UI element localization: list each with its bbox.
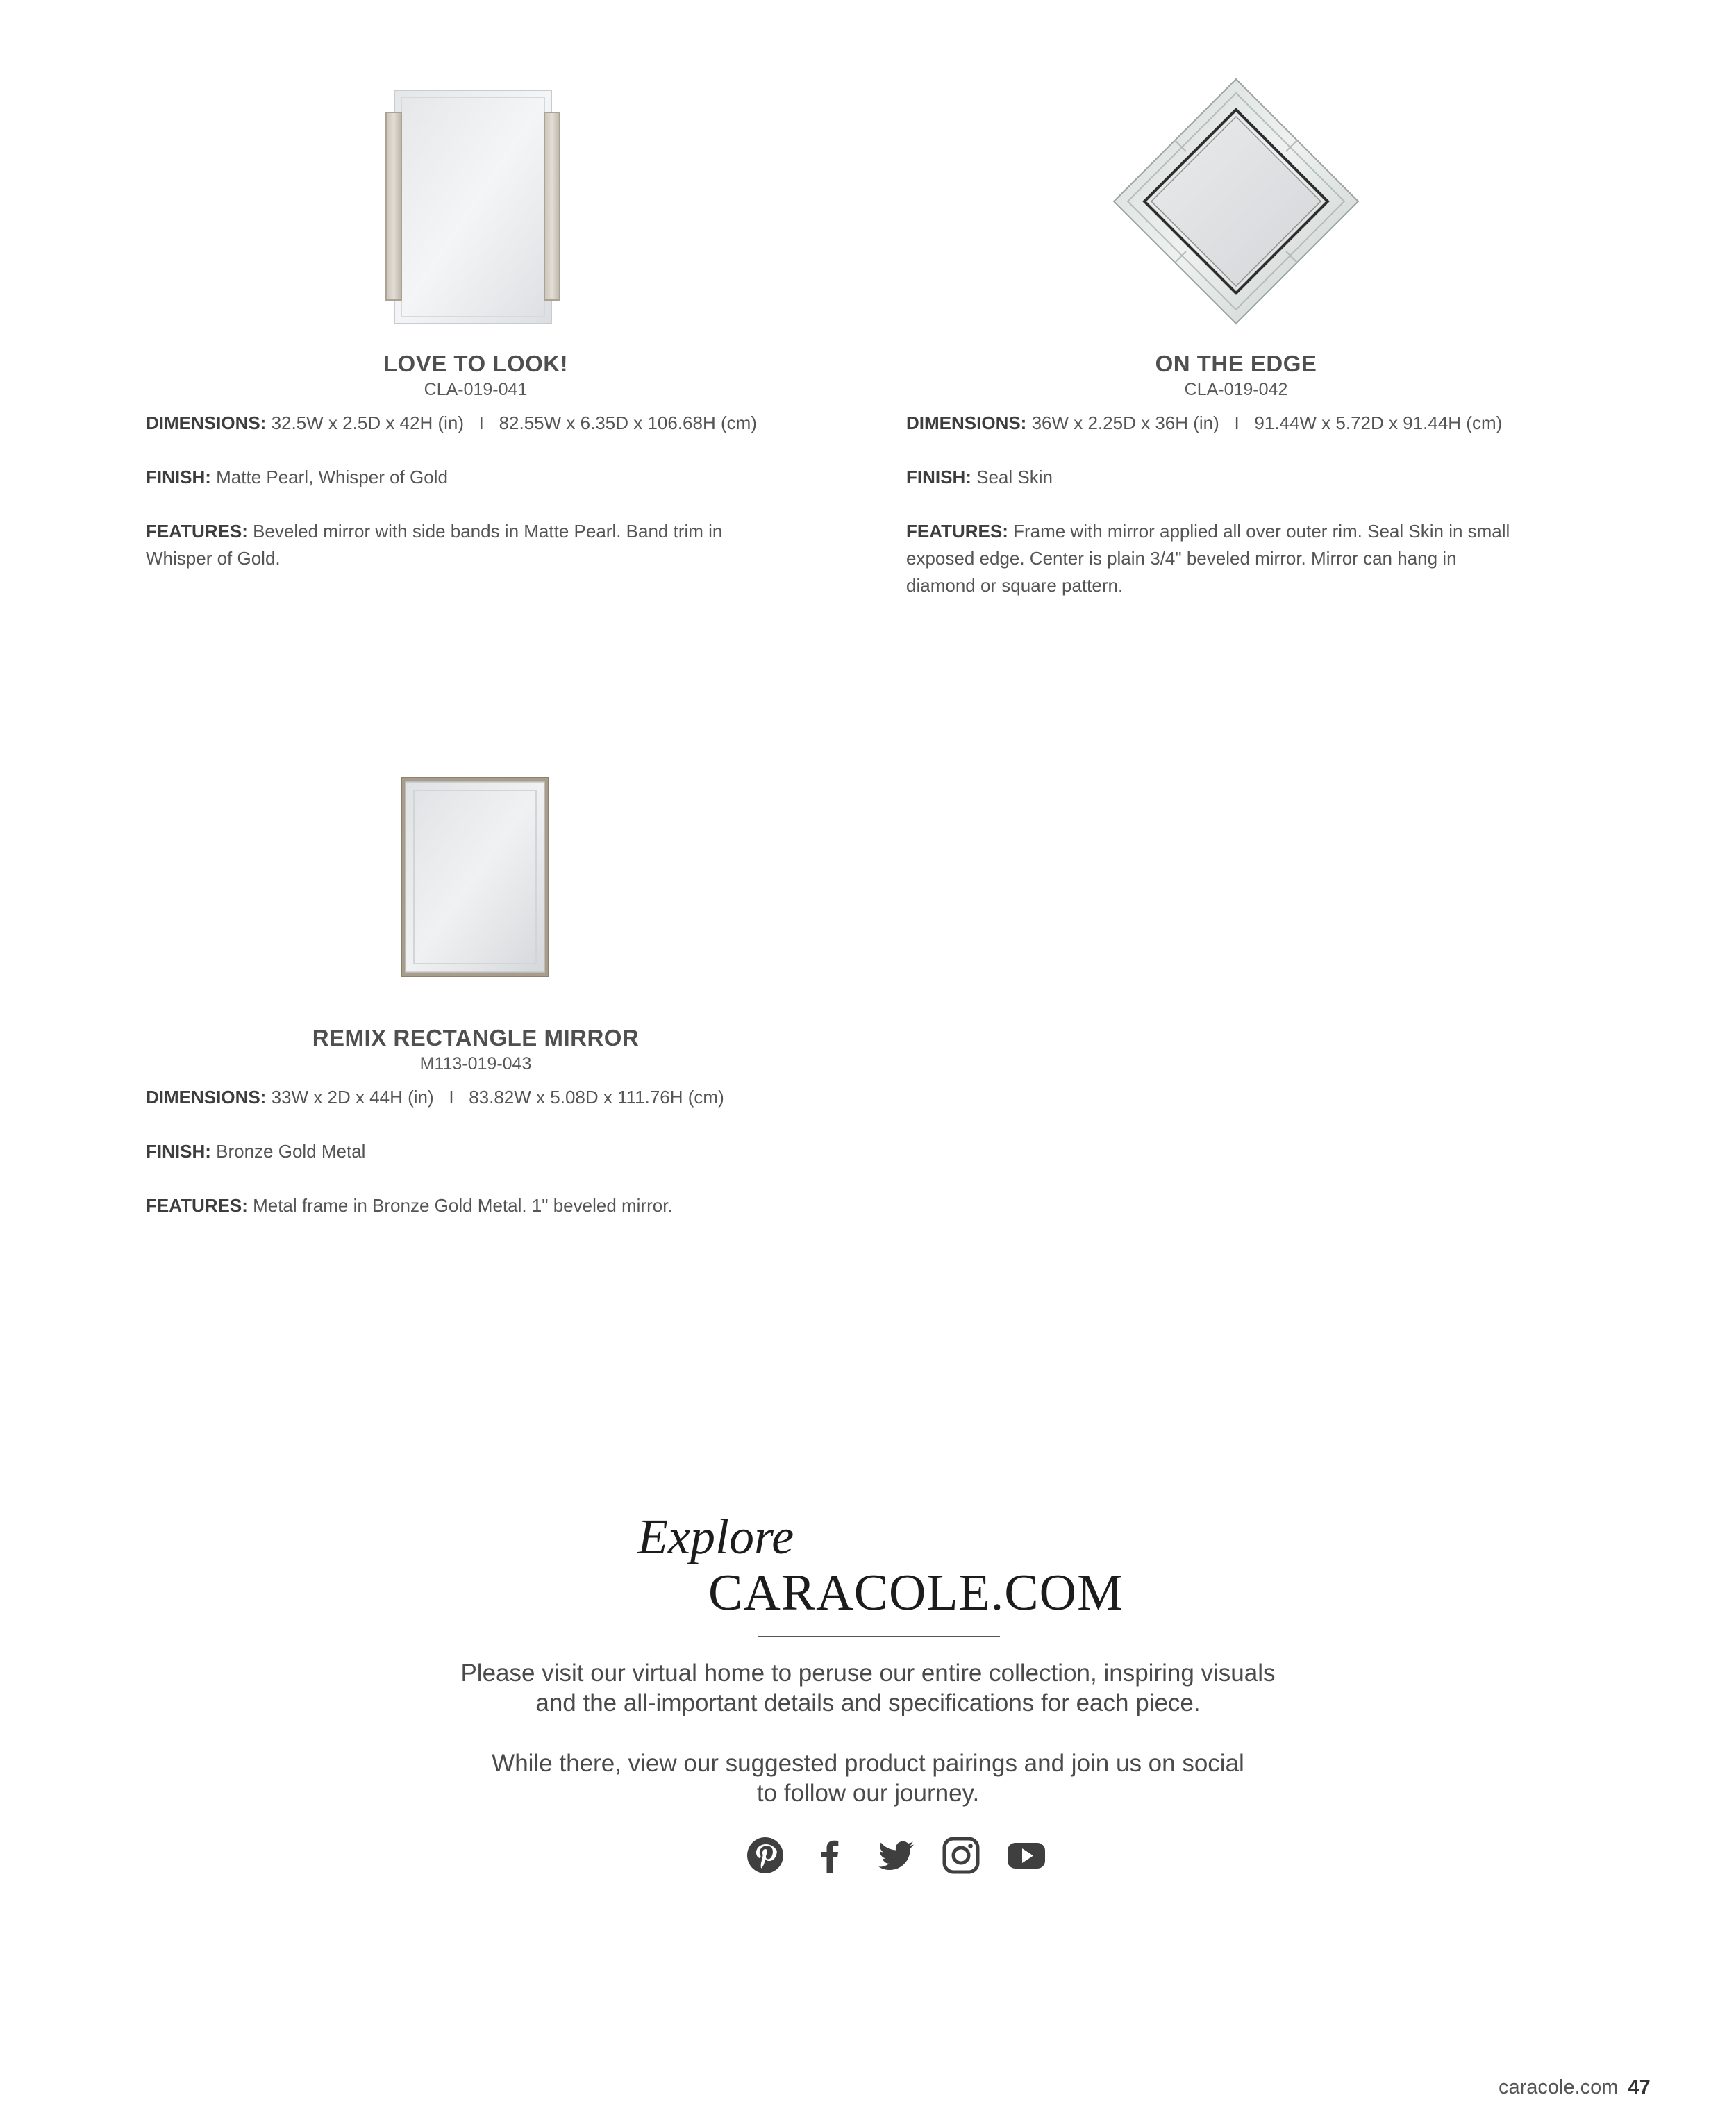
love-to-look-mirror-image bbox=[382, 89, 564, 325]
page-footer bbox=[1499, 2076, 1651, 2099]
instagram-icon[interactable] bbox=[942, 1836, 980, 1875]
product-features bbox=[146, 1192, 812, 1219]
product-code: CLA-019-041 bbox=[424, 380, 528, 399]
product-finish bbox=[906, 464, 1053, 491]
finish-value: Bronze Gold Metal bbox=[216, 1141, 366, 1162]
explore-heading: Explore bbox=[637, 1509, 794, 1564]
dimensions-label: DIMENSIONS: bbox=[146, 1087, 267, 1108]
social-links bbox=[746, 1836, 1046, 1875]
features-line: diamond or square pattern. bbox=[906, 575, 1124, 596]
social-paragraph bbox=[0, 1748, 1736, 1808]
footer-site-link[interactable]: caracole.com bbox=[1499, 2076, 1619, 2098]
heading-divider bbox=[758, 1636, 1000, 1637]
remix-rectangle-mirror-image bbox=[400, 776, 550, 978]
social-line: While there, view our suggested product pairings and join us on social bbox=[492, 1750, 1244, 1777]
dimensions-label: DIMENSIONS: bbox=[906, 412, 1027, 433]
social-line: to follow our journey. bbox=[756, 1780, 980, 1807]
features-label: FEATURES: bbox=[146, 1195, 248, 1216]
finish-label: FINISH: bbox=[146, 1141, 211, 1162]
features-label: FEATURES: bbox=[906, 521, 1008, 542]
finish-value: Seal Skin bbox=[976, 467, 1053, 487]
features-line: Beveled mirror with side bands in Matte Pearl. Band trim in bbox=[253, 521, 723, 542]
features-line: exposed edge. Center is plain 3/4" beveled mirror. Mirror can hang in bbox=[906, 548, 1457, 569]
finish-value: Matte Pearl, Whisper of Gold bbox=[216, 467, 448, 487]
features-line: Metal frame in Bronze Gold Metal. 1" beveled mirror. bbox=[253, 1195, 673, 1216]
intro-line: and the all-important details and specifications for each piece. bbox=[535, 1689, 1201, 1716]
product-code: M113-019-043 bbox=[419, 1054, 532, 1073]
product-dimensions bbox=[146, 1084, 724, 1111]
intro-line: Please visit our virtual home to peruse our entire collection, inspiring visuals bbox=[460, 1660, 1276, 1687]
product-finish bbox=[146, 464, 448, 491]
intro-paragraph bbox=[0, 1658, 1736, 1718]
product-title: ON THE EDGE bbox=[1155, 351, 1317, 376]
product-title: REMIX RECTANGLE MIRROR bbox=[312, 1025, 640, 1051]
product-features bbox=[906, 518, 1573, 599]
finish-label: FINISH: bbox=[906, 467, 971, 487]
site-name-heading[interactable]: CARACOLE.COM bbox=[708, 1564, 1124, 1621]
features-label: FEATURES: bbox=[146, 521, 248, 542]
product-features bbox=[146, 518, 812, 572]
features-line: Whisper of Gold. bbox=[146, 548, 281, 569]
dimensions-value: 33W x 2D x 44H (in) I 83.82W x 5.08D x 111.76H (cm) bbox=[271, 1087, 724, 1108]
finish-label: FINISH: bbox=[146, 467, 211, 487]
product-code: CLA-019-042 bbox=[1184, 380, 1288, 399]
pinterest-icon[interactable] bbox=[746, 1836, 785, 1875]
product-finish bbox=[146, 1138, 365, 1165]
product-dimensions bbox=[146, 410, 757, 437]
dimensions-value: 32.5W x 2.5D x 42H (in) I 82.55W x 6.35D x 106.68H (cm) bbox=[271, 412, 757, 433]
facebook-icon[interactable] bbox=[811, 1836, 850, 1875]
twitter-icon[interactable] bbox=[876, 1836, 915, 1875]
youtube-icon[interactable] bbox=[1007, 1836, 1046, 1875]
features-line: Frame with mirror applied all over outer rim. Seal Skin in small bbox=[1013, 521, 1510, 542]
dimensions-value: 36W x 2.25D x 36H (in) I 91.44W x 5.72D x 91.44H (cm) bbox=[1031, 412, 1503, 433]
on-the-edge-mirror-image bbox=[1112, 78, 1360, 325]
page-number: 47 bbox=[1628, 2076, 1651, 2098]
product-dimensions bbox=[906, 410, 1502, 437]
product-title: LOVE TO LOOK! bbox=[383, 351, 569, 376]
dimensions-label: DIMENSIONS: bbox=[146, 412, 267, 433]
